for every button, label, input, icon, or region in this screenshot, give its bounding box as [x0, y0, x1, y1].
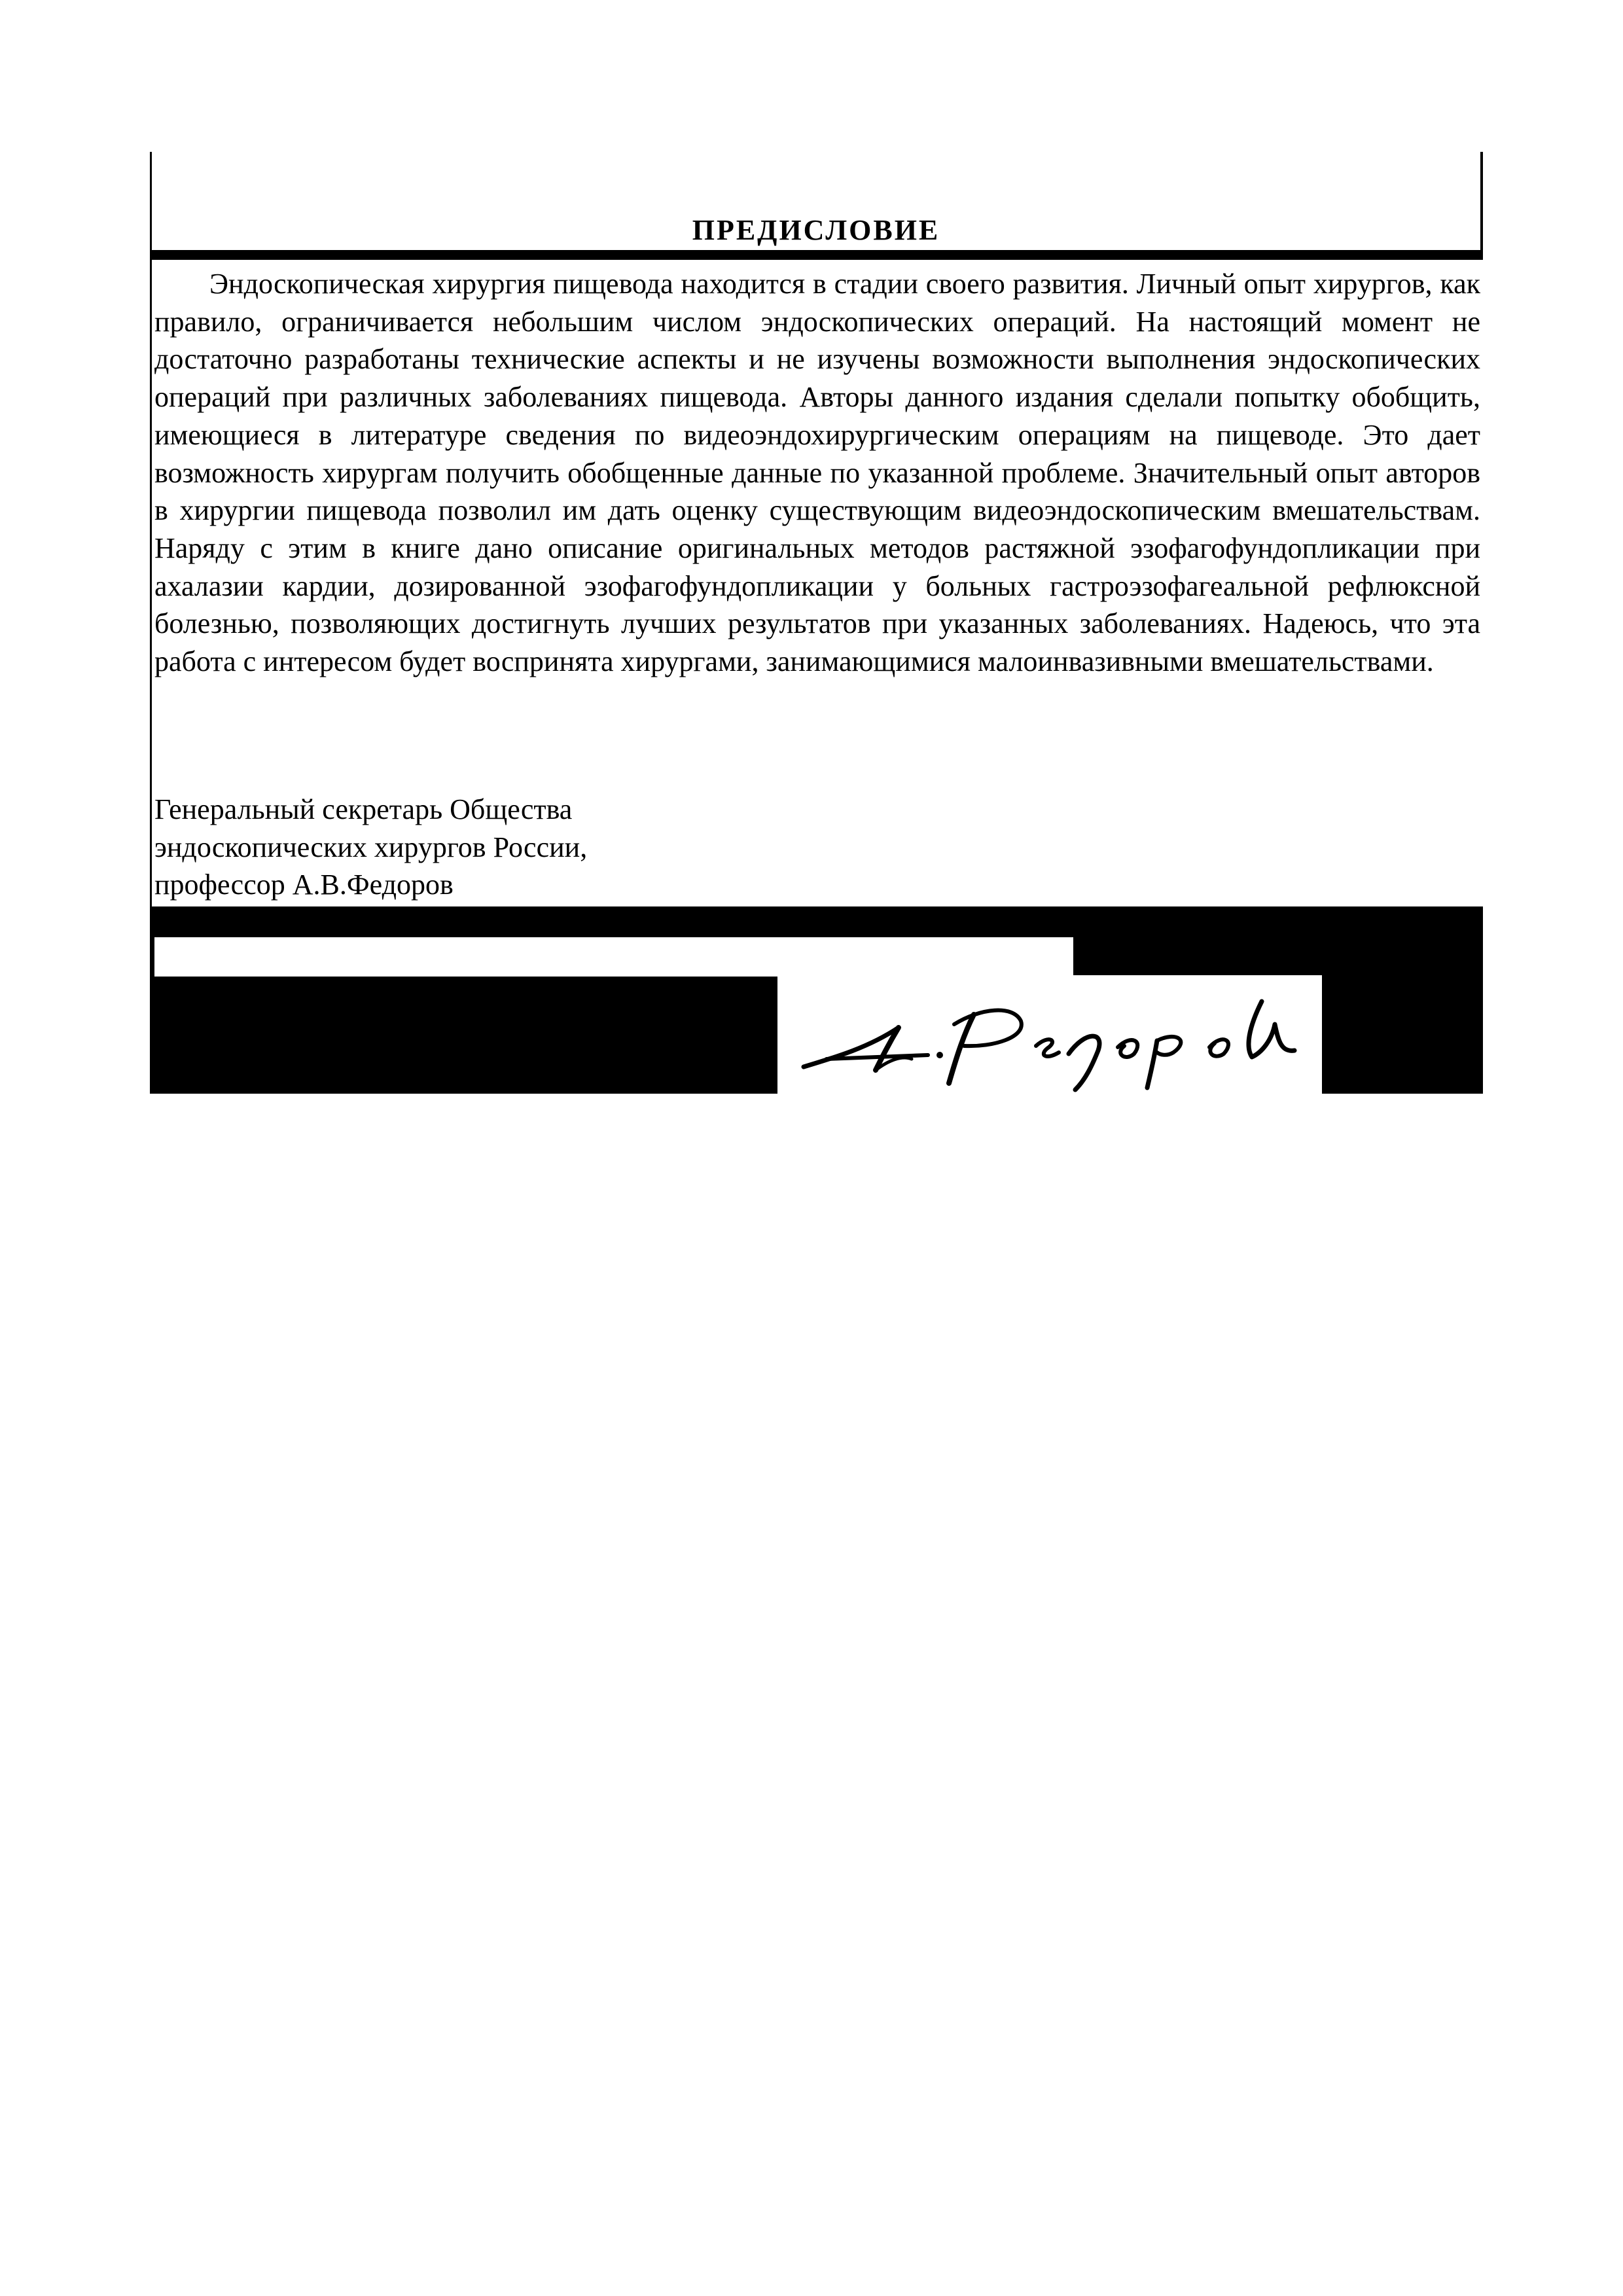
preface-paragraph: Эндоскопическая хирургия пищевода находится в стадии своего развития. Личный опыт хирургов, как правило, ограничивается небольшим числом эндоскопических операций. На настоящий момент не достаточно разработаны технические аспекты и не изучены возможности выполнения эндоскопических операций при различных заболеваниях пищевода. Авторы данного издания сделали попытку обобщить, имеющиеся в литературе сведения по видеоэндохирургическим операциям на пищеводе. Это дает возможность хирургам получить обобщенные данные по указанной проблеме. Значительный опыт авторов в хирургии пищевода позволил им дать оценку существующим видеоэндоскопическим вмешательствам. Наряду с этим в книге дано описание оригинальных методов растяжной эзофагофундопликации при ахалазии кардии, дозированной эзофагофундопликации у больных гастроэзофагеальной рефлюксной болезнью, позволяющих достигнуть лучших результатов при указанных заболеваниях. Надеюсь, что эта работа с интересом будет воспринята хирургами, занимающимися малоинвазивными вмешательствами. [154, 268, 1480, 678]
scan-frame-left-line [150, 152, 152, 908]
author-signoff [154, 791, 940, 904]
signoff-line-3: профессор А.В.Федоров [154, 869, 454, 901]
signature-area [777, 975, 1322, 1094]
signoff-line-2: эндоскопических хирургов России, [154, 831, 588, 863]
scan-frame-right-line [1480, 152, 1483, 257]
scan-band-block [1073, 937, 1322, 977]
handwritten-signature [777, 975, 1322, 1094]
heading-rule [151, 250, 1483, 260]
page-title: ПРЕДИСЛОВИЕ [692, 214, 940, 246]
signoff-line-1: Генеральный секретарь Общества [154, 793, 573, 825]
scan-band-gap [154, 937, 1076, 977]
